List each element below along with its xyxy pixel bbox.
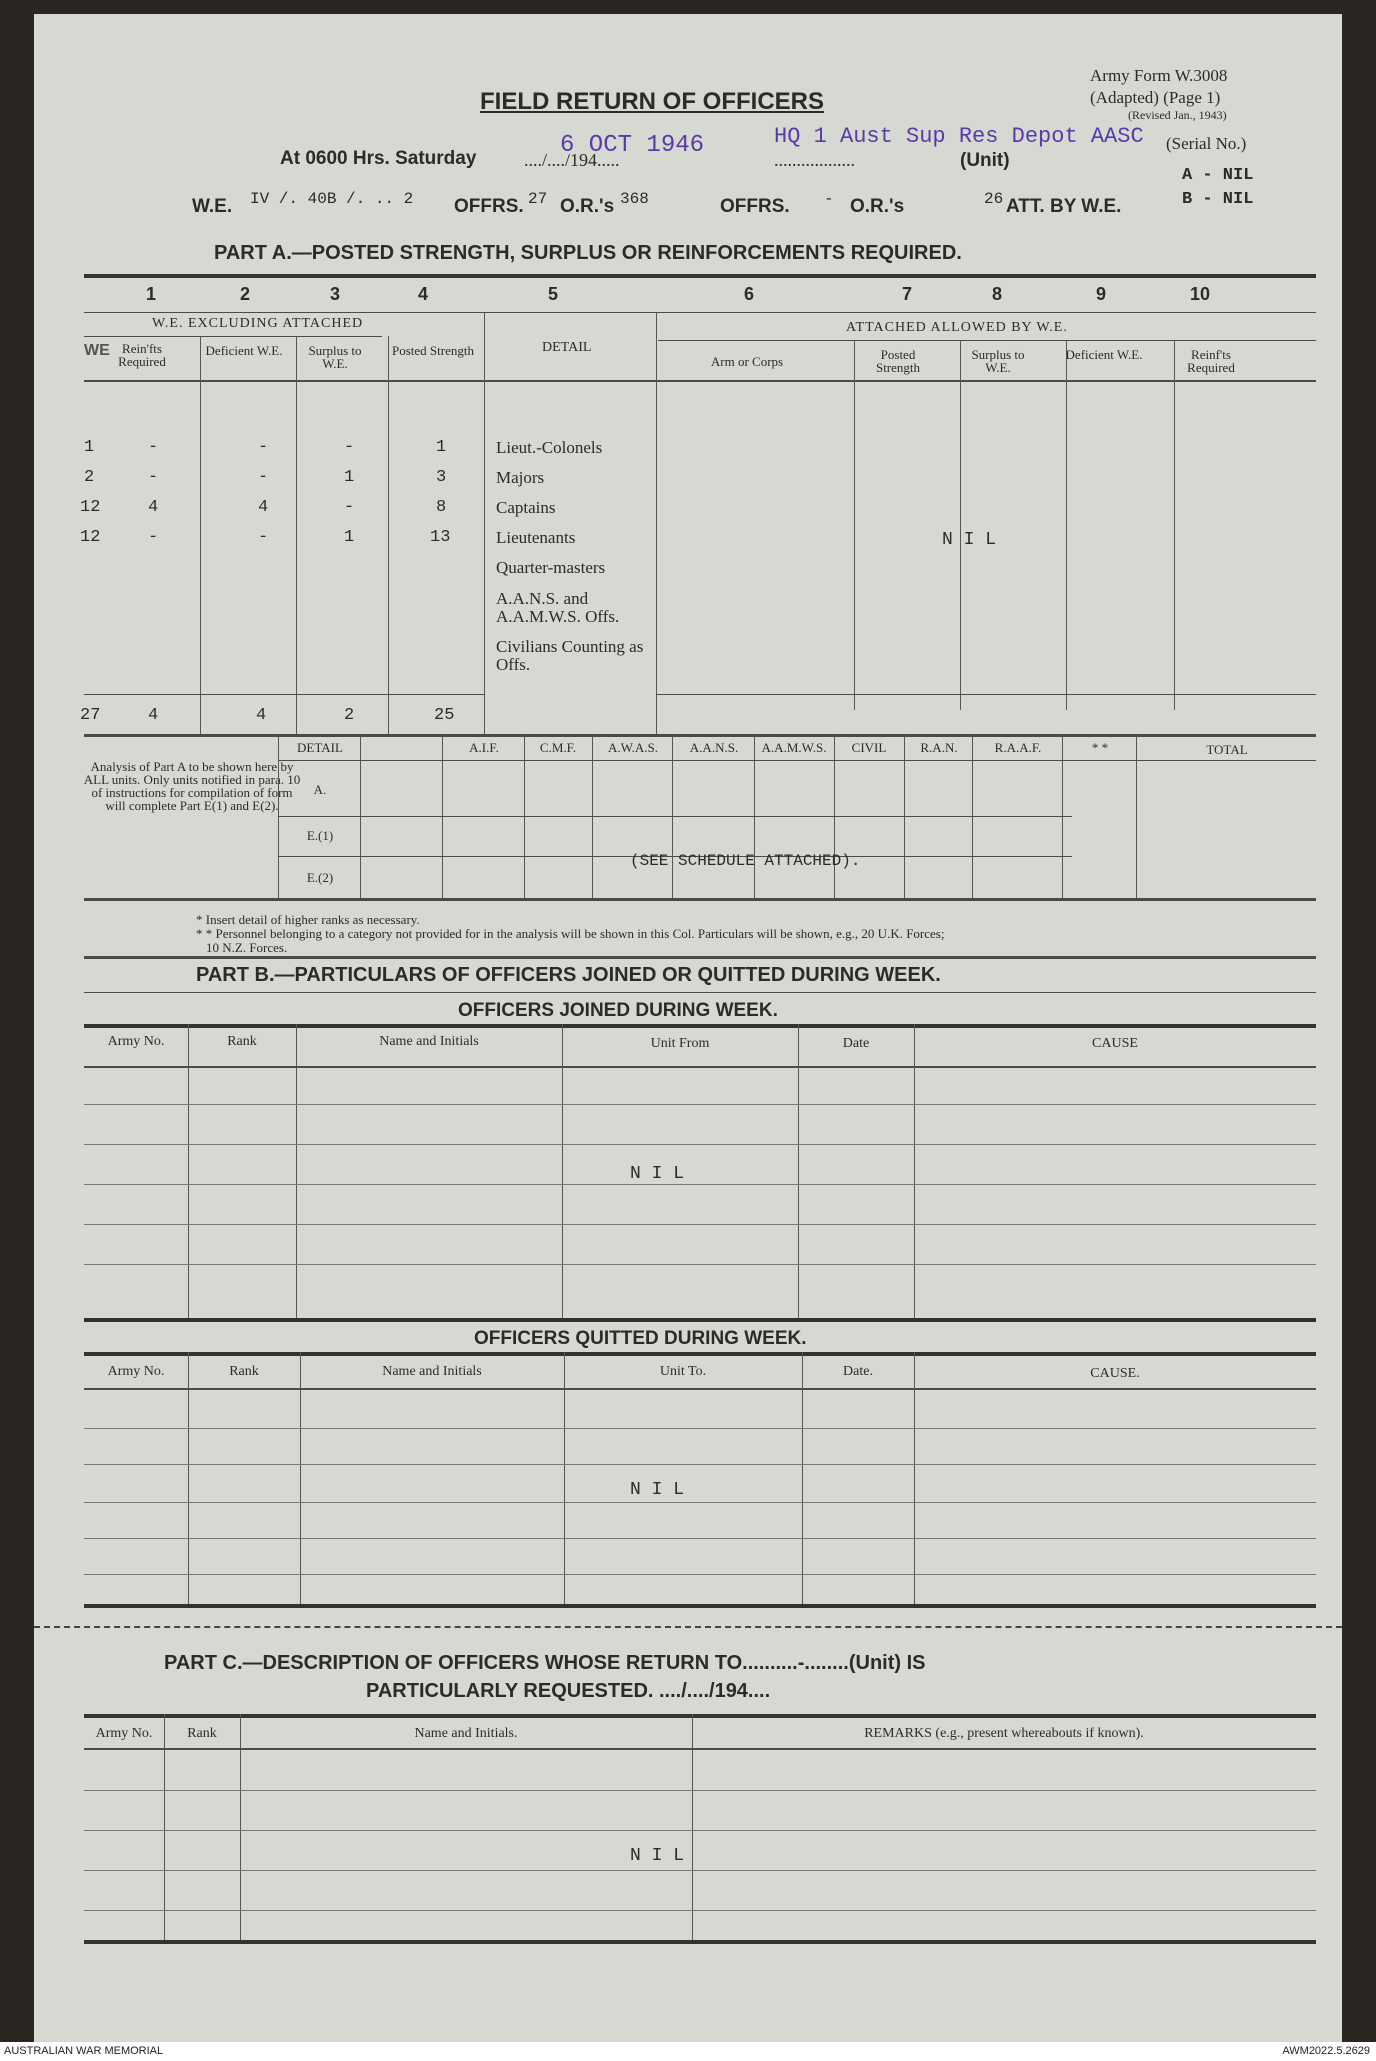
ors2-label: O.R.'s (850, 196, 905, 217)
detail-cell: Captains (496, 498, 556, 517)
part-c-nil: N I L (630, 1846, 685, 1866)
part-a-heading: PART A.—POSTED STRENGTH, SURPLUS OR REINFORCEMENTS REQUIRED. (214, 242, 962, 264)
analysis-head: A.W.A.S. (607, 740, 659, 755)
at-time-label: At 0600 Hrs. Saturday (280, 148, 477, 169)
offrs2-label: OFFRS. (720, 196, 790, 217)
joined-head: Date (842, 1036, 870, 1051)
unit-label: (Unit) (960, 150, 1010, 171)
analysis-head: DETAIL (297, 740, 343, 755)
col-number: 5 (548, 284, 559, 304)
joined-nil: N I L (630, 1164, 685, 1184)
form-sheet: FIELD RETURN OF OFFICERS Army Form W.3008 (Adapted) (Page 1) (Revised Jan., 1943) At 0600 Hrs. Saturday ..../..../194..... 6 OCT 1946 .................. HQ 1 Aust Sup Res Depot AASC (Unit) (Serial No.) A - NIL B - NIL W.E. IV /. 40B /. .. 2 OFFRS. 27 O.R.'s 368 OFFRS. - O.R.'s 26 ATT. BY W.E. PART A.—POSTED STRENGTH, SURPLUS OR REINFORCEMENTS REQUIRED. 1 2 3 4 5 6 7 8 9 10 W.E. EXCLUDING ATTACHED ATTACHED ALLOWED BY W.E. DETAIL WE Rein'fts Required Deficient W.E. Surplus to W.E. Posted Strength Arm or Corps Posted Strength Surplus to W.E. Deficient W.E. Reinf'ts Required 1 - - - 1 Lieut.-Colonels 2 - - 1 3 Majors 12 4 4 - 8 Captains 12 - - 1 13 Lieutenants Quarter-masters A.A.N.S. and A.A.M.W.S. Offs. Civilians Counting as Offs. N I L 27 4 4 2 25 Analysis of Part A to be shown here by ALL units. Only units notified in para. 10 of instructions for compilation of form will complete Part E(1) and E(2). DETAIL A.I.F. C.M.F. A.W.A.S. A.A.N.S. A.A.M.W.S. CIVIL R.A.N. R.A.A.F. * * TOTAL A. E.(1) E.(2) (SEE SCHEDULE ATTACHED). * Insert detail of higher ranks as necessary. * * Personnel belonging to a category not provided for in the analysis will be shown in this Col. Particulars will be shown, e.g., 20 U.K. Forces; 10 N.Z. Forces. PART B.—PARTICULARS OF OFFICERS JOINED OR QUITTED DURING WEEK. OFFICERS JOINED DURING WEEK. Army No. Rank Name and Initials Unit From Date CAUSE N I L OFFICERS QUITTED DURING WEEK. Army No. Rank Name and Initials Unit To. Date. CAUSE. N I L PART C.—DESCRIPTION OF OFFICERS WHOSE RETURN TO..........-........(Unit) IS PARTICULARLY REQUESTED. ..../..../194.... Army No. Rank Name and Initials. REMARKS (e.g., present whereabouts if known). N I L (34, 14, 1342, 2042)
sub-heading: Deficient W.E. (1065, 347, 1143, 362)
col-number: 3 (330, 284, 341, 304)
col-number: 10 (1190, 284, 1211, 304)
col-number: 7 (902, 284, 913, 304)
surplus-cell: - (344, 498, 355, 517)
total-posted: 25 (434, 706, 455, 725)
col-number: 2 (240, 284, 251, 304)
group-left-heading: W.E. EXCLUDING ATTACHED (152, 316, 364, 331)
att-label: ATT. BY W.E. (1006, 196, 1122, 217)
archive-footer (0, 2042, 1376, 2061)
total-we: 27 (80, 706, 101, 725)
footnote: * Insert detail of higher ranks as necessary. (196, 912, 420, 927)
col-number: 8 (992, 284, 1003, 304)
ors2-value: 26 (984, 190, 1004, 208)
form-title: FIELD RETURN OF OFFICERS (480, 88, 824, 115)
total-reinf: 4 (148, 706, 159, 725)
joined-head: Unit From (650, 1036, 710, 1051)
part-c-heading-2: PARTICULARLY REQUESTED. ..../..../194.... (366, 1680, 771, 1702)
we-cell: 1 (84, 438, 95, 457)
quitted-head: Rank (229, 1364, 259, 1379)
joined-head: Name and Initials (379, 1034, 479, 1049)
analysis-head: A.A.M.W.S. (761, 740, 827, 755)
group-right-heading: ATTACHED ALLOWED BY W.E. (846, 320, 1068, 335)
we-label: W.E. (192, 196, 233, 217)
reinf-cell: - (148, 468, 159, 487)
def-cell: - (258, 528, 269, 547)
ors-value: 368 (620, 190, 649, 208)
part-c-head: Name and Initials. (414, 1726, 518, 1741)
serial-label: (Serial No.) (1166, 134, 1247, 153)
detail-cell: Quarter-masters (496, 558, 606, 577)
analysis-head: R.A.A.F. (994, 740, 1042, 755)
quitted-title: OFFICERS QUITTED DURING WEEK. (474, 1328, 807, 1349)
analysis-head: * * (1091, 740, 1109, 755)
schedule-note: (SEE SCHEDULE ATTACHED). (630, 852, 861, 870)
we-mark: WE (84, 342, 110, 359)
part-c-heading: PART C.—DESCRIPTION OF OFFICERS WHOSE RETURN TO..........-........(Unit) IS (164, 1652, 926, 1674)
footer-source: AUSTRALIAN WAR MEMORIAL (4, 2045, 164, 2057)
analysis-head: A.A.N.S. (689, 740, 739, 755)
unit-stamp: HQ 1 Aust Sup Res Depot AASC (774, 124, 1144, 149)
date-line: ..../..../194..... (524, 150, 620, 170)
sub-heading: Arm or Corps (710, 354, 784, 369)
detail-cell: Lieut.-Colonels (496, 438, 603, 457)
we-cell: 12 (80, 528, 101, 547)
surplus-cell: - (344, 438, 355, 457)
joined-head: Rank (227, 1034, 257, 1049)
analysis-head: CIVIL (851, 740, 887, 755)
analysis-head: C.M.F. (539, 740, 577, 755)
posted-cell: 3 (436, 468, 447, 487)
ors-label: O.R.'s (560, 196, 615, 217)
def-cell: 4 (258, 498, 269, 517)
joined-title: OFFICERS JOINED DURING WEEK. (458, 1000, 778, 1021)
detail-cell: Lieutenants (496, 528, 576, 547)
sub-heading: Reinf'ts Required (1187, 347, 1235, 375)
analysis-note: Analysis of Part A to be shown here by ALL units. Only units notified in para. 10 of instructions for compilation of form will complete Part E(1) and E(2). (83, 759, 301, 813)
total-surplus: 2 (344, 706, 355, 725)
quitted-head: Date. (843, 1364, 873, 1379)
offrs-value: 27 (528, 190, 548, 208)
reinf-cell: - (148, 438, 159, 457)
posted-cell: 1 (436, 438, 447, 457)
sub-heading: Surplus to W.E. (308, 343, 362, 371)
serial-b: B - NIL (1182, 190, 1254, 209)
we-value: IV /. 40B /. .. 2 (250, 190, 414, 208)
detail-cell: Civilians Counting as Offs. (496, 637, 644, 674)
def-cell: - (258, 438, 269, 457)
posted-cell: 8 (436, 498, 447, 517)
footnote: 10 N.Z. Forces. (206, 940, 288, 955)
detail-cell: A.A.N.S. and A.A.M.W.S. Offs. (496, 589, 620, 626)
total-def: 4 (256, 706, 267, 725)
joined-head: Army No. (107, 1034, 165, 1049)
sub-heading: Rein'fts Required (118, 341, 166, 369)
part-c-head: Army No. (95, 1726, 153, 1741)
sub-heading: Posted Strength (392, 343, 474, 358)
footnote: * * Personnel belonging to a category not provided for in the analysis will be shown in this Col. Particulars will be shown, e.g., 20 U.K. Forces; (196, 926, 945, 941)
part-b-heading: PART B.—PARTICULARS OF OFFICERS JOINED OR QUITTED DURING WEEK. (196, 964, 941, 986)
date-stamp: 6 OCT 1946 (560, 132, 705, 159)
form-revised: (Revised Jan., 1943) (1128, 108, 1227, 122)
we-cell: 2 (84, 468, 95, 487)
col-number: 6 (744, 284, 755, 304)
sub-heading: Posted Strength (875, 347, 921, 375)
col-number: 4 (418, 284, 429, 304)
form-number: Army Form W.3008 (1090, 66, 1228, 85)
offrs-label: OFFRS. (454, 196, 524, 217)
quitted-nil: N I L (630, 1480, 685, 1500)
def-cell: - (258, 468, 269, 487)
part-c-head: Rank (187, 1726, 217, 1741)
detail-heading: DETAIL (542, 340, 592, 355)
analysis-head: R.A.N. (920, 740, 958, 755)
col-number: 1 (146, 284, 157, 304)
surplus-cell: 1 (344, 468, 355, 487)
posted-cell: 13 (430, 528, 451, 547)
col-number: 9 (1096, 284, 1107, 304)
quitted-head: Army No. (107, 1364, 165, 1379)
serial-a: A - NIL (1182, 166, 1254, 185)
reinf-cell: 4 (148, 498, 159, 517)
analysis-head: TOTAL (1206, 742, 1248, 757)
we-cell: 12 (80, 498, 101, 517)
offrs2-value: - (824, 190, 834, 208)
analysis-row: E.(2) (306, 870, 334, 885)
sub-heading: Deficient W.E. (205, 343, 283, 358)
footer-id: AWM2022.5.2629 (1282, 2045, 1370, 2057)
quitted-head: CAUSE. (1090, 1366, 1140, 1381)
quitted-head: Name and Initials (382, 1364, 482, 1379)
part-c-head: REMARKS (e.g., present whereabouts if known). (864, 1726, 1144, 1741)
form-adapted: (Adapted) (Page 1) (1090, 88, 1221, 107)
surplus-cell: 1 (344, 528, 355, 547)
reinf-cell: - (148, 528, 159, 547)
sub-heading: Surplus to W.E. (971, 347, 1025, 375)
analysis-head: A.I.F. (469, 740, 499, 755)
analysis-row: E.(1) (306, 828, 334, 843)
joined-head: CAUSE (1092, 1036, 1138, 1051)
quitted-head: Unit To. (659, 1364, 707, 1379)
analysis-row: A. (313, 782, 327, 797)
attached-nil: N I L (942, 530, 997, 550)
detail-cell: Majors (496, 468, 545, 487)
